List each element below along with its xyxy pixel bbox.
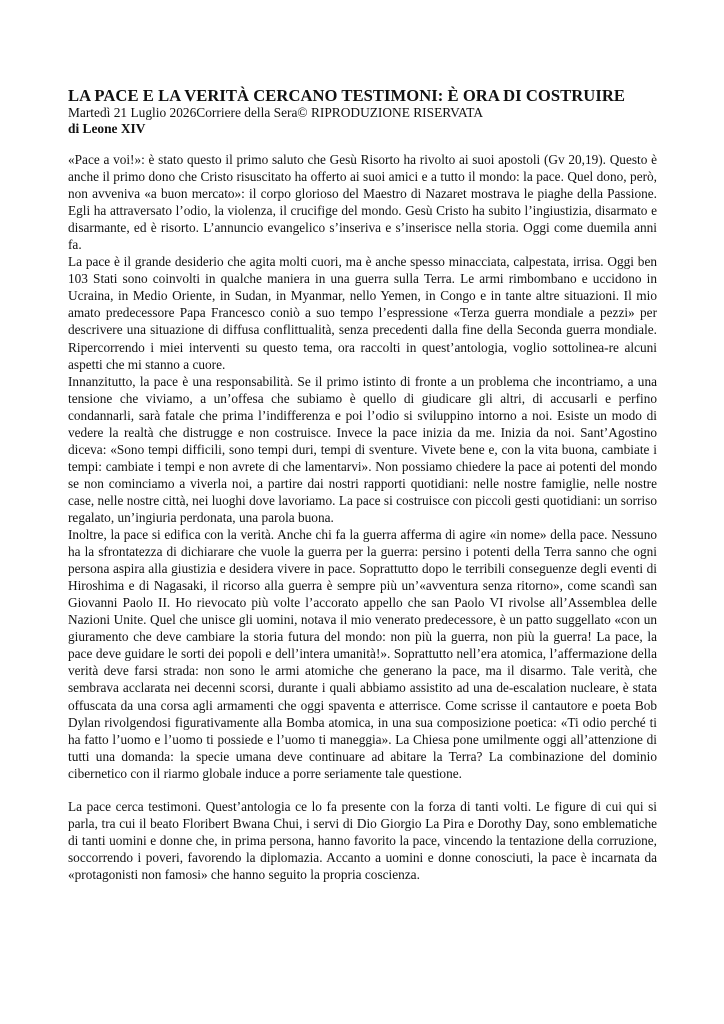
paragraph-1: «Pace a voi!»: è stato questo il primo saluto che Gesù Risorto ha rivolto ai suoi apostoli (Gv 20,19). Questo è anche il primo dono che Cristo risuscitato ha offerto ai suoi amici e a tutto il mondo: la pace. Quel dono, però, non avveniva «a buon mercato»: il corpo glorioso del Maestro di Nazaret mostrava le piaghe della Passione. Egli ha attraversato l’odio, la violenza, il crucifige del mondo. Gesù Cristo ha subito l’ingiustizia, disarmato e disarmante, ed è risorto. L’annuncio evangelico s’inseriva e s’inserisce nella storia. Oggi come duemila anni fa.	[68, 152, 657, 253]
paragraph-3: Innanzitutto, la pace è una responsabilità. Se il primo istinto di fronte a un problema che incontriamo, a una tensione che viviamo, a un’offesa che subiamo è quello di giudicare gli altri, di accusarli e perfino condannarli, sarà fatale che prima l’indifferenza e poi l’odio si sviluppino intorno a noi. Esiste un modo di vedere la realtà che distrugge e non costruisce. Invece la pace inizia da me. Inizia da noi. Sant’Agostino diceva: «Sono tempi difficili, sono tempi duri, tempi di sventure. Vivete bene e, con la vita buona, cambiate i tempi: cambiate i tempi e non avrete di che lamentarvi». Non possiamo chiedere la pace ai potenti del mondo se non cominciamo a viverla noi, a partire dai nostri rapporti quotidiani: nelle nostre famiglie, nelle nostre case, nelle nostre città, nei luoghi dove lavoriamo. La pace si costruisce con piccoli gesti quotidiani: un sorriso regalato, un’ingiuria perdonata, una parola buona.	[68, 373, 657, 525]
article	[68, 86, 657, 883]
article-title: LA PACE E LA VERITÀ CERCANO TESTIMONI: È ORA DI COSTRUIRE	[68, 86, 626, 105]
paragraph-2: La pace è il grande desiderio che agita molti cuori, ma è anche spesso minacciata, calpestata, irrisa. Oggi ben 103 Stati sono coinvolti in qualche maniera in una guerra sulla Terra. Le armi rimbombano e uccidono in Ucraina, in Medio Oriente, in Sudan, in Myanmar, nello Yemen, in Congo e in tante altre situazioni. Il mio amato predecessore Papa Francesco coniò a suo tempo l’espressione «Terza guerra mondiale a pezzi» per descrivere una situazione di diffusa conflittualità, senza precedenti dalla fine della Seconda guerra mondiale. Ripercorrendo i miei interventi su questo tema, ora raccolti in quest’antologia, voglio sottolinea-re alcuni aspetti che mi stanno a cuore.	[68, 254, 657, 372]
paragraph-4: Inoltre, la pace si edifica con la verità. Anche chi fa la guerra afferma di agire «in nome» della pace. Nessuno ha la sfrontatezza di dichiarare che vuole la guerra per la guerra: persino i potenti della Terra sanno che ogni persona aspira alla giustizia e desidera vivere in pace. Soprattutto dopo le terribili conseguenze degli eventi di Hiroshima e di Nagasaki, il ricorso alla guerra è sempre più un’«avventura senza ritorno», come scandì san Giovanni Paolo II. Ho rievocato più volte l’accorato appello che san Paolo VI rivolse all’Assemblea delle Nazioni Unite. Quel che unisce gli uomini, notava il mio venerato predecessore, è un patto suggellato «con un giuramento che deve cambiare la storia futura del mondo: non più la guerra, non più la guerra! La pace, la pace deve guidare le sorti dei popoli e dell’intera umanità!». Soprattutto nell’era atomica, l’affermazione della verità deve farsi strada: non sono le armi atomiche che generano la pace, ma il disarmo. Tale verità, che sembrava acclarata nei decenni scorsi, durante i quali abbiamo assistito ad una de-escalation nucleare, è stata offuscata da una corsa agli armamenti che oggi spaventa e atterrisce. Come scrisse il cantautore e poeta Bob Dylan rivolgendosi figurativamente alla Bomba atomica, in una sua composizione poetica: «Ti odio perché ti ha fatto l’uomo e l’uomo ti possiede e l’uomo ti maneggia». La Chiesa pone umilmente oggi all’attenzione di tutti una domanda: la specie umana deve continuare ad abitare la Terra? La combinazione del dominio cibernetico con il riarmo globale induce a porre seriamente tale questione.	[68, 527, 657, 781]
paragraph-spacer	[68, 782, 657, 798]
paragraph-5: La pace cerca testimoni. Quest’antologia ce lo fa presente con la forza di tanti volti. Le figure di cui qui si parla, tra cui il beato Floribert Bwana Chui, i servi di Dio Giorgio La Pira e Dorothy Day, sono emblematiche di tanti uomini e donne che, in prima persona, hanno favorito la pace, vincendo la tentazione della corruzione, soccorrendo i poveri, favorendo la diplomazia. Accanto a uomini e donne conosciuti, la pace è incarnata da «protagonisti non famosi» che hanno seguito la propria coscienza.	[68, 798, 657, 882]
article-author: di Leone XIV	[68, 121, 146, 136]
article-dateline: Martedì 21 Luglio 2026Corriere della Sera© RIPRODUZIONE RISERVATA	[68, 105, 484, 120]
